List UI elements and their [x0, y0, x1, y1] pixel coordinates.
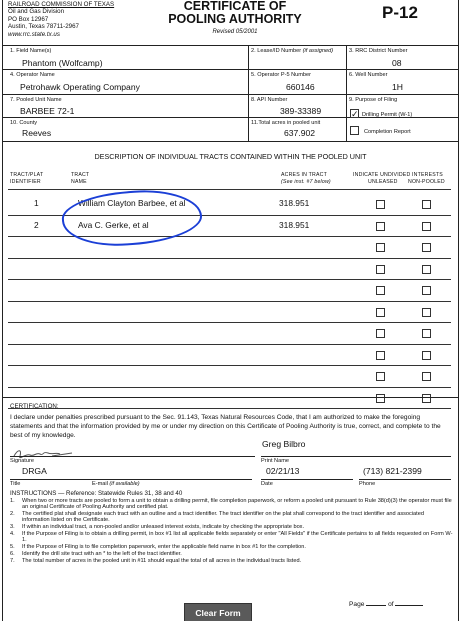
instruction-number: 7. — [10, 558, 15, 564]
instruction-number: 3. — [10, 524, 15, 530]
unleased-checkbox[interactable] — [376, 286, 385, 295]
operator-name-label: 4. Operator Name — [10, 72, 55, 78]
tract-name-header-line1: TRACT — [71, 172, 90, 178]
grid-line — [2, 397, 459, 398]
form-title — [150, 0, 320, 26]
signature-line — [10, 456, 255, 457]
unleased-checkbox[interactable] — [376, 372, 385, 381]
grid-line — [2, 141, 459, 142]
tract-name-header-line2: NAME — [71, 179, 87, 185]
tract-row-line — [8, 387, 451, 388]
signature-label: Signature — [10, 458, 34, 464]
agency-division: Oil and Gas Division — [8, 8, 65, 16]
email-label-note: (if available) — [109, 481, 140, 487]
checkmark-icon: ✓ — [351, 109, 359, 119]
acres-header-line2: (See inst. #7 below) — [281, 179, 331, 185]
phone-line — [359, 479, 451, 480]
agency-name: RAILROAD COMMISSION OF TEXAS — [8, 1, 115, 8]
title-line — [10, 479, 96, 480]
lease-id-label — [251, 48, 333, 54]
nonpooled-checkbox[interactable] — [422, 243, 431, 252]
completion-report-label: Completion Report — [364, 129, 411, 135]
nonpooled-checkbox[interactable] — [422, 394, 431, 403]
title-label: Title — [10, 481, 21, 487]
form-title-line1: CERTIFICATE OF — [183, 0, 287, 13]
print-name-line — [261, 456, 451, 457]
tract-row-line — [8, 301, 451, 302]
revised-date: Revised 05/2001 — [212, 29, 258, 35]
well-number-input[interactable]: 1H — [392, 82, 403, 92]
instruction-text: The certified plat shall designate each tract with an outline and a tract identifier. The tract identifier on the plat shall correspond to the tract identifier and associated information listed on the Certificate. — [22, 511, 424, 524]
tract-acres[interactable]: 318.951 — [279, 219, 310, 230]
field-name-input[interactable]: Phantom (Wolfcamp) — [22, 58, 103, 68]
tract-name-header — [71, 172, 89, 186]
title-value[interactable]: DRGA — [22, 466, 47, 476]
nonpooled-checkbox[interactable] — [422, 286, 431, 295]
instruction-number: 1. — [10, 498, 15, 504]
page-current-field[interactable] — [366, 600, 386, 606]
instruction-text: If the Purpose of Filing is to file completion paperwork, enter the applicable field name in box #1 for the completion. — [22, 544, 306, 550]
form-title-line2: POOLING AUTHORITY — [168, 12, 302, 26]
operator-p5-input[interactable]: 660146 — [286, 82, 315, 92]
field-name-label: 1. Field Name(s) — [10, 48, 52, 54]
tract-name[interactable]: William Clayton Barbee, et al — [78, 198, 186, 208]
unleased-checkbox[interactable] — [376, 200, 385, 209]
instruction-number: 4. — [10, 531, 15, 537]
page-label: Page — [349, 601, 365, 608]
acres-header — [281, 172, 331, 186]
instruction-text: When two or more tracts are pooled to form a unit to obtain a drilling permit, file completion paperwork, or reform a pooled unit pursuant to Rule 38(d)(3) the operator must file an original Certificate of Pooling Authority and certified plat. — [22, 498, 452, 511]
certification-heading: CERTIFICATION: — [10, 403, 59, 410]
pooled-unit-label: 7. Pooled Unit Name — [10, 97, 62, 103]
api-number-label: 8. API Number — [251, 97, 288, 103]
unleased-checkbox[interactable] — [376, 265, 385, 274]
grid-line — [248, 45, 249, 141]
api-number-input[interactable]: 389-33389 — [280, 106, 322, 116]
tract-id[interactable]: 1 — [34, 198, 39, 208]
unleased-checkbox[interactable] — [376, 222, 385, 231]
drilling-permit-label: Drilling Permit (W-1) — [362, 112, 413, 118]
email-label-text: E-mail — [92, 481, 108, 487]
district-label: 3. RRC District Number — [349, 48, 408, 54]
form-number: P-12 — [382, 3, 418, 22]
tracts-heading: DESCRIPTION OF INDIVIDUAL TRACTS CONTAINED WITHIN THE POOLED UNIT — [94, 152, 367, 161]
date-line — [261, 479, 353, 480]
grid-line — [2, 94, 459, 95]
certification-text: I declare under penalties prescribed pursuant to the Sec. 91.143, Texas Natural Resources Code, that I am authorized to make the foregoing statements and that the information provided by me or under my direction on this Certificate of Pooling Authority is true, correct, and complete to the best of my knowledge. — [10, 414, 441, 440]
operator-p5-label: 5. Operator P-5 Number — [251, 72, 312, 78]
nonpooled-checkbox[interactable] — [422, 200, 431, 209]
unleased-checkbox[interactable] — [376, 243, 385, 252]
agency-block — [8, 1, 148, 38]
instruction-text: If the Purpose of Filing is to obtain a drilling permit, in box #1 list all applicable fields separately or enter "All Fields" if the Certificate pertains to all fields requested on Form W-1. — [22, 531, 453, 544]
grid-line — [346, 45, 347, 141]
instruction-text: The total number of acres in the pooled unit in #11 should equal the total of all acres in the individual tracts listed. — [22, 558, 302, 564]
phone-value[interactable]: (713) 821-2399 — [363, 466, 422, 476]
instruction-number: 2. — [10, 511, 15, 517]
nonpooled-checkbox[interactable] — [422, 329, 431, 338]
page-of-label: of — [388, 601, 394, 608]
well-number-label: 6. Well Number — [349, 72, 388, 78]
county-input[interactable]: Reeves — [22, 128, 52, 138]
phone-label: Phone — [359, 481, 376, 487]
page-total-field[interactable] — [395, 600, 423, 606]
operator-name-input[interactable]: Petrohawk Operating Company — [20, 82, 140, 92]
agency-pobox: PO Box 12967 — [8, 15, 49, 23]
unleased-checkbox[interactable] — [376, 308, 385, 317]
page-number — [349, 600, 423, 608]
unleased-checkbox[interactable] — [376, 394, 385, 403]
acres-header-line1: ACRES IN TRACT — [281, 172, 327, 178]
tract-acres[interactable]: 318.951 — [279, 198, 310, 208]
tract-id[interactable]: 2 — [34, 219, 39, 230]
tract-row-line — [8, 408, 451, 409]
print-name-label: Print Name — [261, 458, 289, 464]
instruction-text: Identify the drill site tract with an * to the left of the tract identifier. — [22, 551, 182, 557]
unleased-header: UNLEASED — [368, 179, 398, 185]
tract-row-line — [8, 322, 451, 323]
total-acres-input[interactable]: 637.902 — [284, 128, 316, 138]
instruction-number: 5. — [10, 544, 15, 550]
unleased-checkbox[interactable] — [376, 329, 385, 338]
purpose-label: 9. Purpose of Filing — [349, 97, 398, 103]
date-label: Date — [261, 481, 273, 487]
nonpooled-checkbox[interactable] — [422, 351, 431, 360]
completion-report-checkbox[interactable] — [350, 126, 359, 135]
nonpooled-header: NON-POOLED — [408, 179, 445, 185]
pooled-unit-input[interactable]: BARBEE 72-1 — [20, 106, 75, 116]
instruction-text: If within an individual tract, a non-pooled and/or unleased interest exists, indicate by checking the appropriate box. — [22, 524, 305, 530]
county-label: 10. County — [10, 120, 38, 126]
tract-row-line — [8, 344, 451, 345]
grid-line — [2, 45, 459, 46]
date-value[interactable]: 02/21/13 — [266, 466, 300, 476]
instruction-number: 6. — [10, 551, 15, 557]
lease-id-label-note: (if assigned) — [302, 48, 334, 54]
unleased-checkbox[interactable] — [376, 351, 385, 360]
nonpooled-checkbox[interactable] — [422, 308, 431, 317]
print-name-value[interactable]: Greg Bilbro — [262, 439, 306, 449]
tract-row-line — [8, 365, 451, 366]
nonpooled-checkbox[interactable] — [422, 372, 431, 381]
tract-name[interactable]: Ava C. Gerke, et al — [78, 219, 149, 230]
nonpooled-checkbox[interactable] — [422, 222, 431, 231]
tract-header-line — [8, 189, 451, 190]
tract-id-header-line1: TRACT/PLAT — [10, 172, 44, 178]
agency-city: Austin, Texas 78711-2967 — [8, 23, 79, 31]
grid-line — [2, 69, 459, 70]
total-acres-label: 11.Total acres in pooled unit — [251, 120, 321, 126]
tract-row-line — [8, 279, 451, 280]
nonpooled-checkbox[interactable] — [422, 265, 431, 274]
tract-id-header-line2: IDENTIFIER — [10, 179, 41, 185]
tract-id-header — [10, 172, 43, 186]
drilling-permit-checkbox[interactable] — [350, 109, 359, 118]
interests-header: INDICATE UNDIVIDED INTERESTS — [353, 172, 443, 178]
agency-url: www.rrc.state.tx.us — [8, 30, 60, 38]
district-input[interactable]: 08 — [392, 58, 402, 68]
tract-row-line — [8, 258, 451, 259]
instructions-heading: INSTRUCTIONS — Reference: Statewide Rules 31, 38 and 40 — [10, 490, 183, 497]
lease-id-label-text: 2. Lease/ID Number — [251, 48, 302, 54]
email-line — [92, 479, 252, 480]
email-label — [92, 481, 140, 487]
clear-form-button[interactable]: Clear Form — [184, 603, 252, 621]
